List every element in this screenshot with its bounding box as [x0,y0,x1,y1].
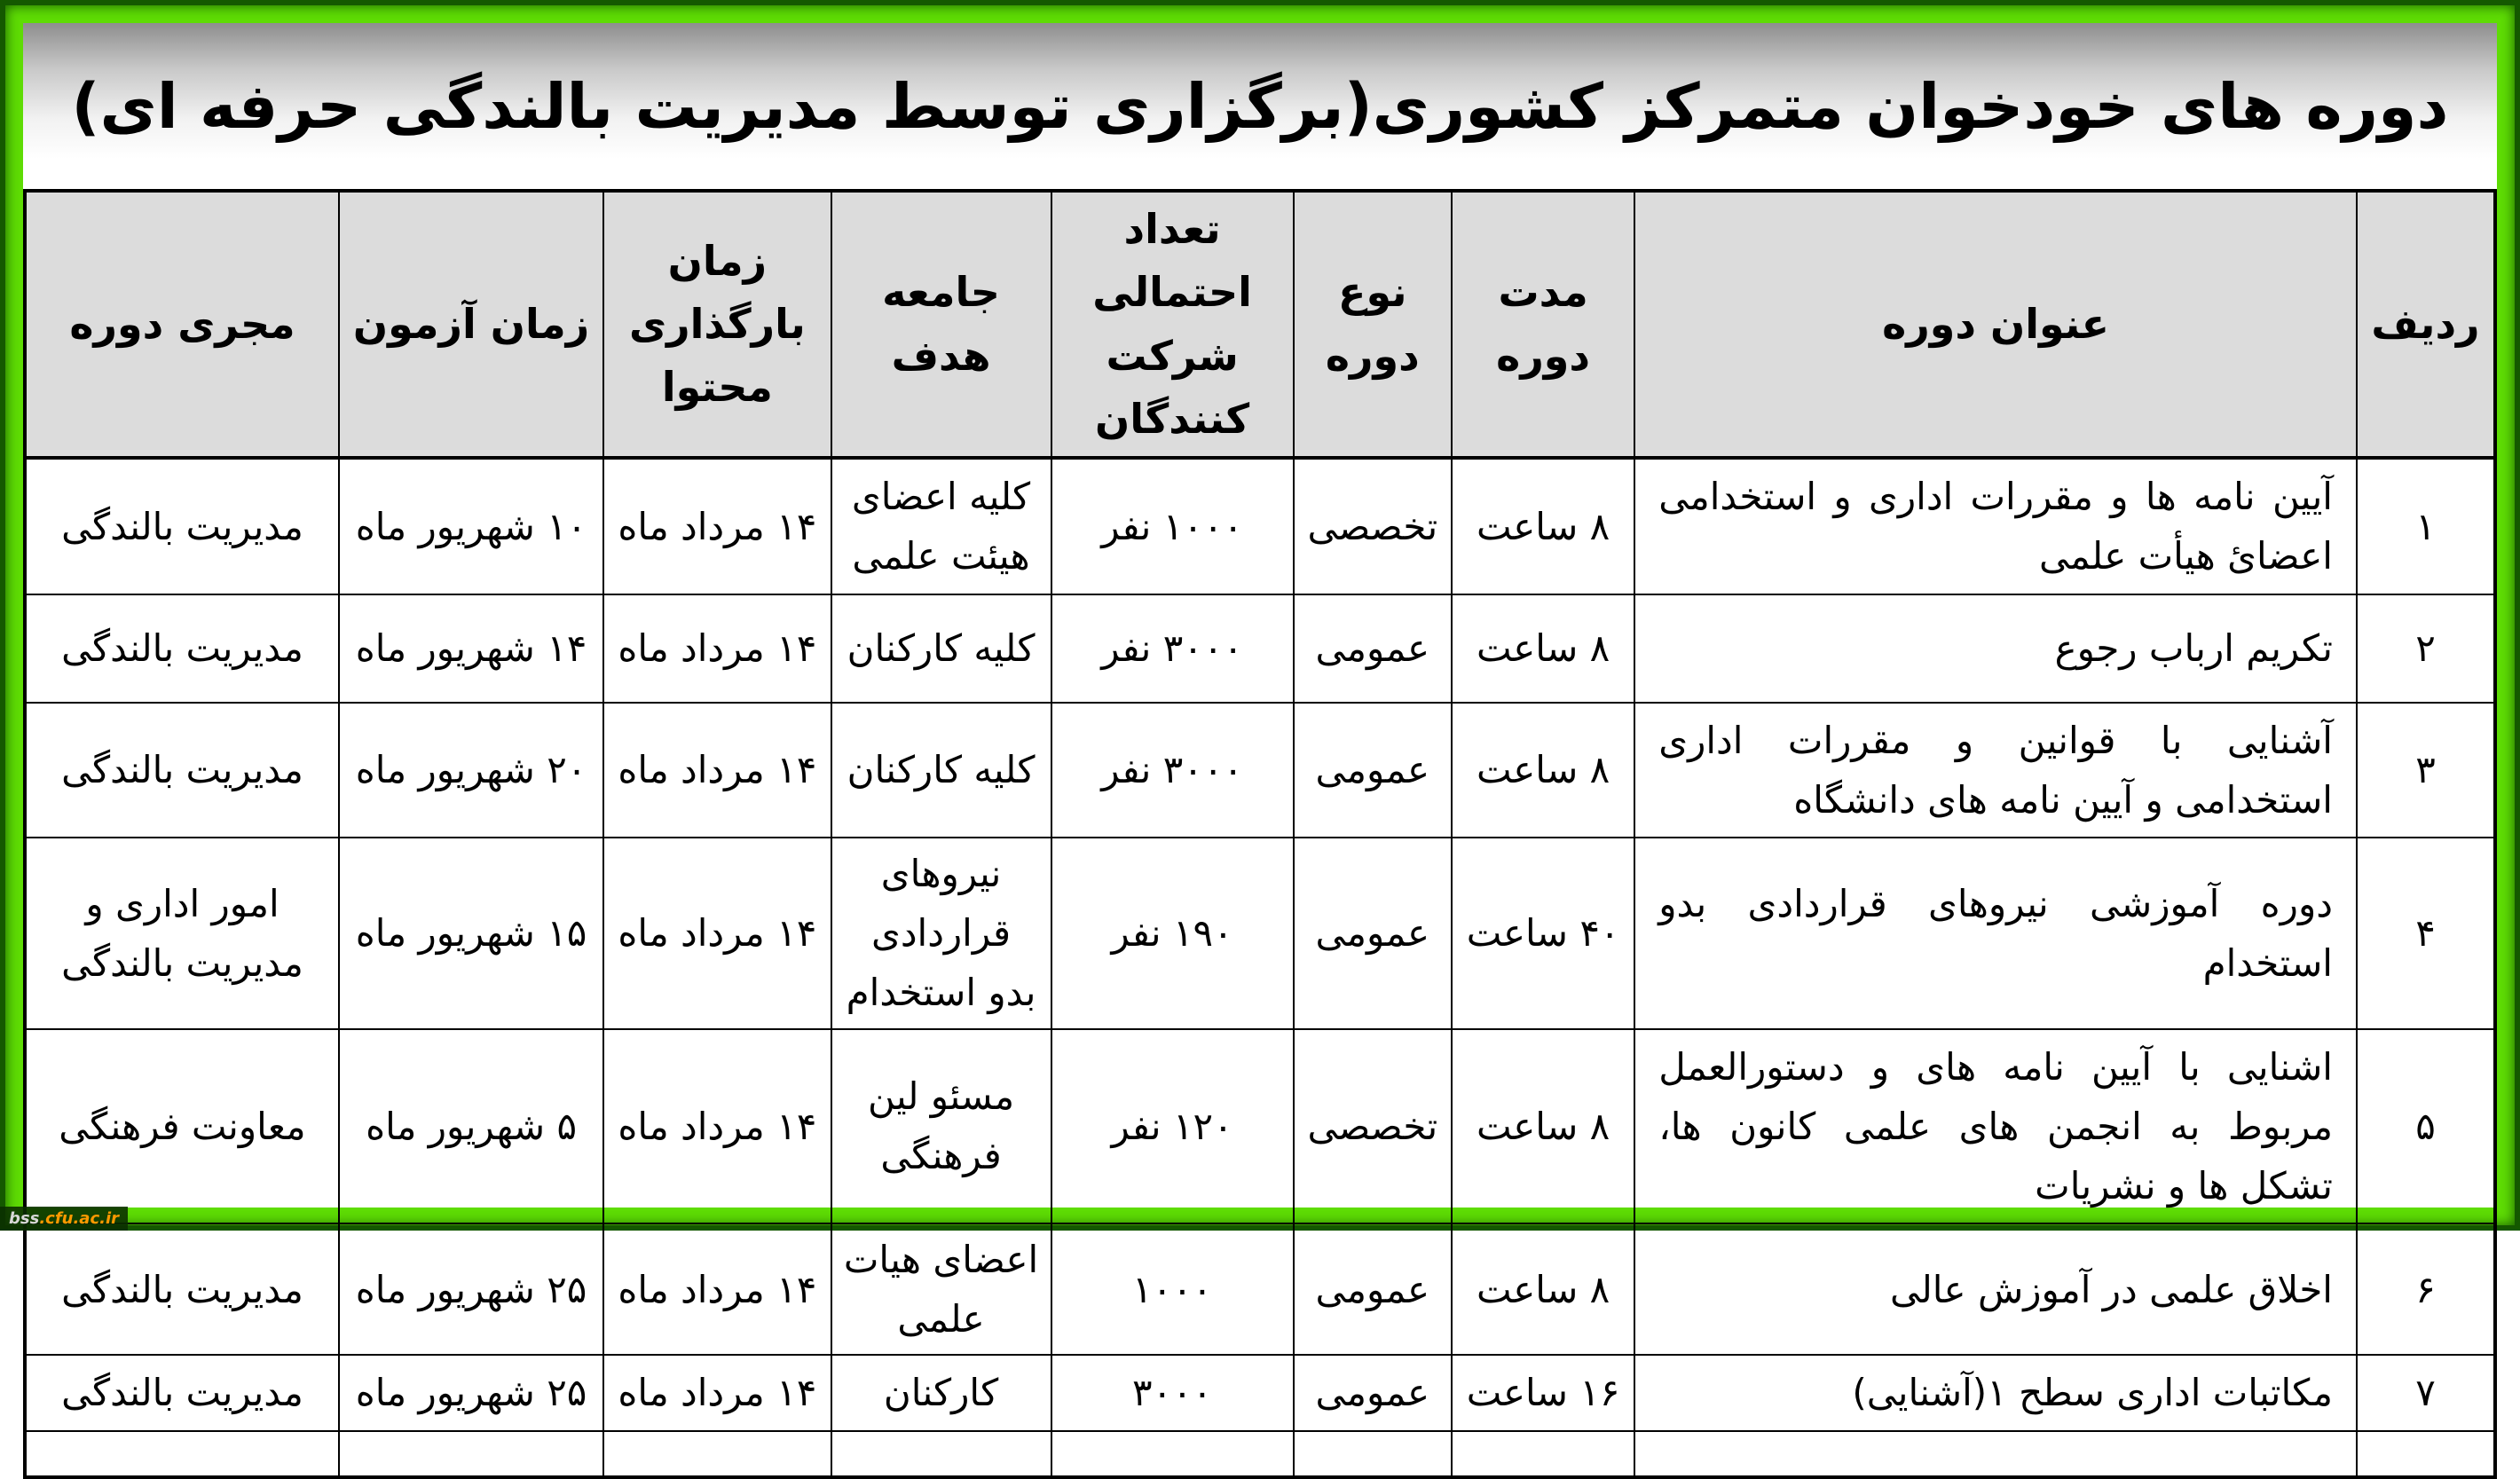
column-header-target_group: جامعه هدف [831,191,1051,458]
cell-duration [1452,1431,1634,1477]
table-row [25,458,2495,594]
page-title: دوره های خودخوان متمرکز کشوری(برگزاری توسط مدیریت بالندگی حرفه ای) [71,69,2449,143]
cell-content-upload-time: ۱۴ مرداد ماه [603,838,831,1029]
cell-duration: ۸ ساعت [1452,1029,1634,1224]
cell-target-group: مسئو لین فرهنگی [831,1029,1051,1224]
cell-organizer: مدیریت بالندگی [25,703,339,838]
cell-row-number [2357,1431,2495,1477]
cell-participants: ۱۹۰ نفر [1051,838,1294,1029]
courses-table [23,189,2497,1479]
table-row [25,703,2495,838]
cell-participants: ۳۰۰۰ نفر [1051,594,1294,703]
cell-participants: ۳۰۰۰ نفر [1051,703,1294,838]
cell-exam-time: ۱۰ شهریور ماه [339,458,603,594]
cell-duration: ۱۶ ساعت [1452,1355,1634,1430]
cell-row-number: ۵ [2357,1029,2495,1224]
cell-participants [1051,1431,1294,1477]
cell-course-title: آیین نامه ها و مقررات اداری و استخدامی اعضائ هیأت علمی [1634,458,2357,594]
cell-duration: ۸ ساعت [1452,594,1634,703]
cell-organizer [25,1431,339,1477]
cell-course-type: عمومی [1294,1355,1452,1430]
cell-exam-time: ۵ شهریور ماه [339,1029,603,1224]
table-row [25,1223,2495,1355]
watermark [0,1207,128,1231]
table-row [25,1029,2495,1224]
cell-course-title: آشنایی با قوانین و مقررات اداری استخدامی و آیین نامه های دانشگاه [1634,703,2357,838]
cell-exam-time: ۲۵ شهریور ماه [339,1223,603,1355]
cell-organizer: مدیریت بالندگی [25,594,339,703]
cell-exam-time [339,1431,603,1477]
cell-course-title: دوره آموزشی نیروهای قراردادی بدو استخدام [1634,838,2357,1029]
cell-exam-time: ۲۵ شهریور ماه [339,1355,603,1430]
cell-organizer: مدیریت بالندگی [25,1355,339,1430]
cell-content-upload-time: ۱۴ مرداد ماه [603,1029,831,1224]
cell-participants: ۳۰۰۰ [1051,1355,1294,1430]
cell-exam-time: ۱۴ شهریور ماه [339,594,603,703]
column-header-participants: تعداد احتمالی شرکت کنندگان [1051,191,1294,458]
cell-course-title: اشنایی با آیین نامه های و دستورالعمل مربوط به انجمن های علمی کانون ها، تشکل ها و نشریات [1634,1029,2357,1224]
cell-content-upload-time: ۱۴ مرداد ماه [603,1223,831,1355]
cell-target-group: اعضای هیات علمی [831,1223,1051,1355]
column-header-num: ردیف [2357,191,2495,458]
cell-participants: ۱۰۰۰ [1051,1223,1294,1355]
table-row [25,1431,2495,1477]
cell-duration: ۸ ساعت [1452,1223,1634,1355]
table-body [25,458,2495,1476]
cell-course-title: مکاتبات اداری سطح ۱(آشنایی) [1634,1355,2357,1430]
cell-course-type: عمومی [1294,703,1452,838]
cell-duration: ۴۰ ساعت [1452,838,1634,1029]
watermark-site-prefix: bss [9,1209,40,1228]
column-header-course_type: نوع دوره [1294,191,1452,458]
cell-content-upload-time [603,1431,831,1477]
cell-organizer: امور اداری و مدیریت بالندگی [25,838,339,1029]
cell-course-type: عمومی [1294,1223,1452,1355]
cell-course-title [1634,1431,2357,1477]
column-header-organizer: مجری دوره [25,191,339,458]
cell-target-group: کلیه اعضای هیئت علمی [831,458,1051,594]
watermark-site-suffix: .cfu.ac.ir [39,1209,120,1228]
cell-content-upload-time: ۱۴ مرداد ماه [603,458,831,594]
cell-content-upload-time: ۱۴ مرداد ماه [603,703,831,838]
cell-course-type: تخصصی [1294,1029,1452,1224]
cell-participants: ۱۲۰ نفر [1051,1029,1294,1224]
cell-content-upload-time: ۱۴ مرداد ماه [603,1355,831,1430]
table-header-row [25,191,2495,458]
cell-course-type [1294,1431,1452,1477]
cell-row-number: ۱ [2357,458,2495,594]
cell-course-type: عمومی [1294,838,1452,1029]
cell-participants: ۱۰۰۰ نفر [1051,458,1294,594]
cell-course-title: تکریم ارباب رجوع [1634,594,2357,703]
cell-organizer: مدیریت بالندگی [25,1223,339,1355]
column-header-exam_time: زمان آزمون [339,191,603,458]
table-row [25,838,2495,1029]
cell-row-number: ۳ [2357,703,2495,838]
column-header-course_title: عنوان دوره [1634,191,2357,458]
cell-target-group: کلیه کارکنان [831,703,1051,838]
cell-course-type: تخصصی [1294,458,1452,594]
cell-exam-time: ۱۵ شهریور ماه [339,838,603,1029]
cell-target-group: کلیه کارکنان [831,594,1051,703]
table-row [25,1355,2495,1430]
cell-target-group [831,1431,1051,1477]
cell-row-number: ۷ [2357,1355,2495,1430]
cell-row-number: ۲ [2357,594,2495,703]
column-header-content_upload_time: زمان بارگذاری محتوا [603,191,831,458]
cell-row-number: ۶ [2357,1223,2495,1355]
table-row [25,594,2495,703]
cell-target-group: نیروهای قراردادی بدو استخدام [831,838,1051,1029]
cell-row-number: ۴ [2357,838,2495,1029]
cell-course-title: اخلاق علمی در آموزش عالی [1634,1223,2357,1355]
cell-organizer: معاونت فرهنگی [25,1029,339,1224]
title-bar [23,23,2497,189]
cell-duration: ۸ ساعت [1452,458,1634,594]
cell-organizer: مدیریت بالندگی [25,458,339,594]
cell-course-type: عمومی [1294,594,1452,703]
cell-content-upload-time: ۱۴ مرداد ماه [603,594,831,703]
cell-exam-time: ۲۰ شهریور ماه [339,703,603,838]
cell-target-group: کارکنان [831,1355,1051,1430]
column-header-duration: مدت دوره [1452,191,1634,458]
cell-duration: ۸ ساعت [1452,703,1634,838]
